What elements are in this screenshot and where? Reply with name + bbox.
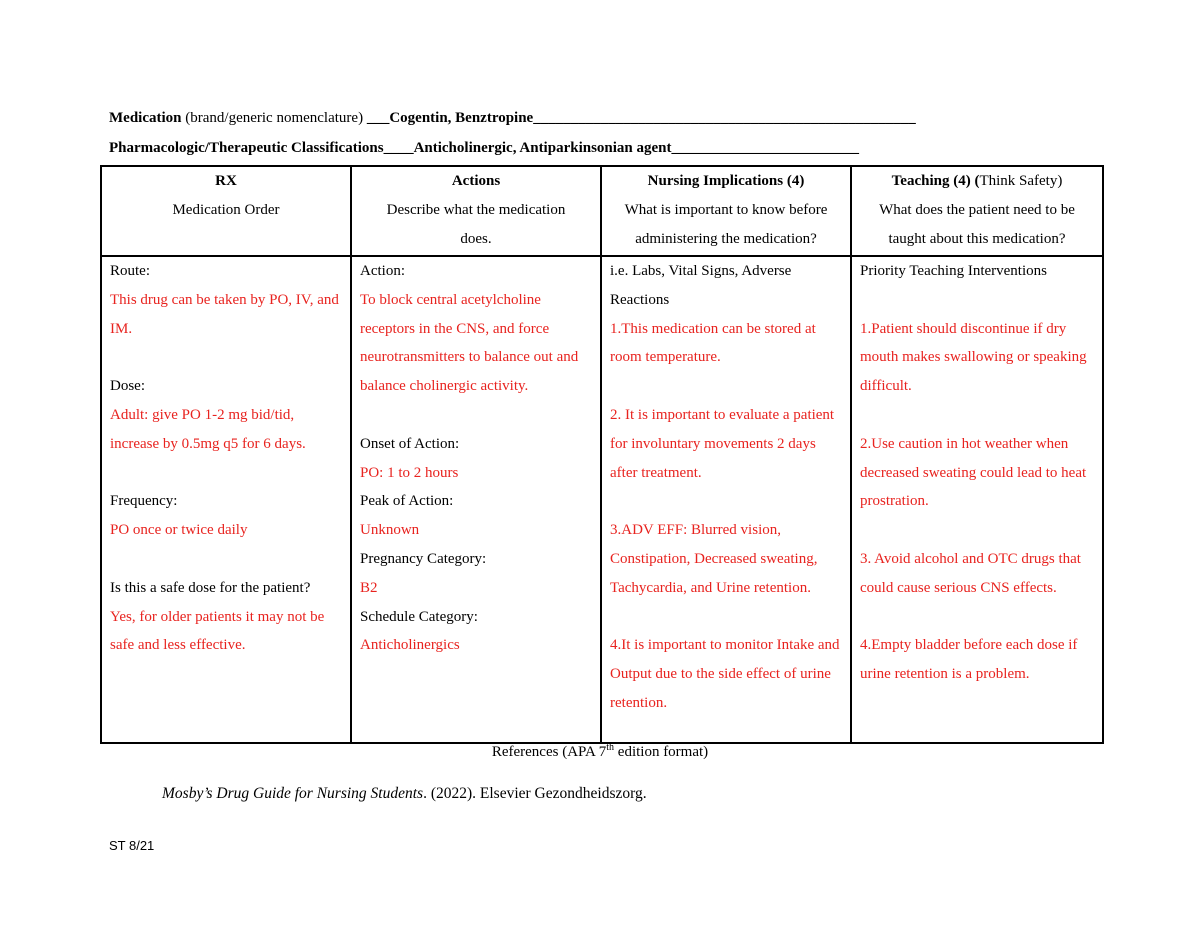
onset-label: Onset of Action: [360,435,460,452]
medication-line [109,110,916,127]
citation-title: Mosby’s Drug Guide for Nursing Students [162,785,424,802]
nursing-item-4: 4.It is important to monitor Intake and Output due to the side effect of urine retention. [610,637,840,711]
header-rx [101,166,351,256]
pregnancy-value: B2 [360,579,378,596]
references-title-pre: References (APA 7 [491,744,607,760]
medication-sublabel: (brand/generic nomenclature) [181,110,367,126]
classification-line [109,140,859,157]
actions-cell [351,256,601,743]
teaching-cell [851,256,1103,743]
peak-label: Peak of Action: [360,493,454,510]
nursing-item-2: 2. It is important to evaluate a patient for involuntary movements 2 days after treatment. [610,406,835,481]
dose-value: Adult: give PO 1-2 mg bid/tid, increase by 0.5mg q5 for 6 days. [110,406,306,452]
medication-table [100,165,1104,744]
safe-dose-label: Is this a safe dose for the patient? [110,579,311,596]
medication-label: Medication [109,110,182,126]
route-value: This drug can be taken by PO, IV, and IM. [110,291,339,337]
dose-label: Dose: [110,378,145,395]
header-actions-title: Actions [451,173,501,189]
nursing-intro: i.e. Labs, Vital Signs, Adverse Reactions [610,263,792,308]
action-label: Action: [360,263,405,279]
medication-value: ___Cogentin, Benztropine___________________________________________________ [366,110,916,126]
schedule-label: Schedule Category: [360,608,478,625]
header-rx-title: RX [215,173,237,189]
header-teaching-title-tail: Think Safety) [979,173,1063,189]
safe-dose-value: Yes, for older patients it may not be safe and less effective. [110,608,325,654]
nursing-cell [601,256,851,743]
header-nursing [601,166,851,256]
header-actions-sub: Describe what the medication does. [386,202,566,247]
rx-cell [101,256,351,743]
peak-value: Unknown [360,522,420,539]
classification-label: Pharmacologic/Therapeutic Classifications [109,140,384,156]
references-title-sup: th [606,742,615,753]
references-title [0,744,1200,761]
schedule-value: Anticholinergics [360,637,460,654]
header-teaching-sub: What does the patient need to be taught about this medication? [879,202,1075,247]
teaching-item-2: 2.Use caution in hot weather when decreased sweating could lead to heat prostration. [860,435,1087,510]
pregnancy-label: Pregnancy Category: [360,550,487,567]
nursing-item-1: 1.This medication can be stored at room temperature. [610,320,816,366]
onset-value: PO: 1 to 2 hours [360,464,459,481]
action-value: To block central acetylcholine receptors in the CNS, and force neurotransmitters to balance out and balance cholinergic activity. [360,291,579,395]
reference-citation [162,785,647,803]
header-teaching-title: Teaching (4) ( [891,173,980,189]
header-nursing-title: Nursing Implications (4) [647,173,805,189]
frequency-label: Frequency: [110,493,178,510]
frequency-value: PO once or twice daily [110,522,248,539]
teaching-item-4: 4.Empty bladder before each dose if urine retention is a problem. [860,637,1078,683]
route-label: Route: [110,263,150,279]
header-nursing-sub: What is important to know before administering the medication? [624,202,828,247]
citation-rest: . (2022). Elsevier Gezondheidszorg. [423,785,647,802]
references-title-post: edition format) [614,744,709,760]
classification-value: ____Anticholinergic, Antiparkinsonian agent_________________________ [383,140,860,156]
header-actions [351,166,601,256]
teaching-item-1: 1.Patient should discontinue if dry mouth makes swallowing or speaking difficult. [860,320,1087,395]
header-rx-sub: Medication Order [172,202,280,218]
footer-code: ST 8/21 [109,838,155,853]
nursing-item-3: 3.ADV EFF: Blurred vision, Constipation, Decreased sweating, Tachycardia, and Urine retention. [610,522,818,596]
teaching-intro: Priority Teaching Interventions [860,263,1047,279]
header-teaching [851,166,1103,256]
teaching-item-3: 3. Avoid alcohol and OTC drugs that could cause serious CNS effects. [860,550,1081,596]
